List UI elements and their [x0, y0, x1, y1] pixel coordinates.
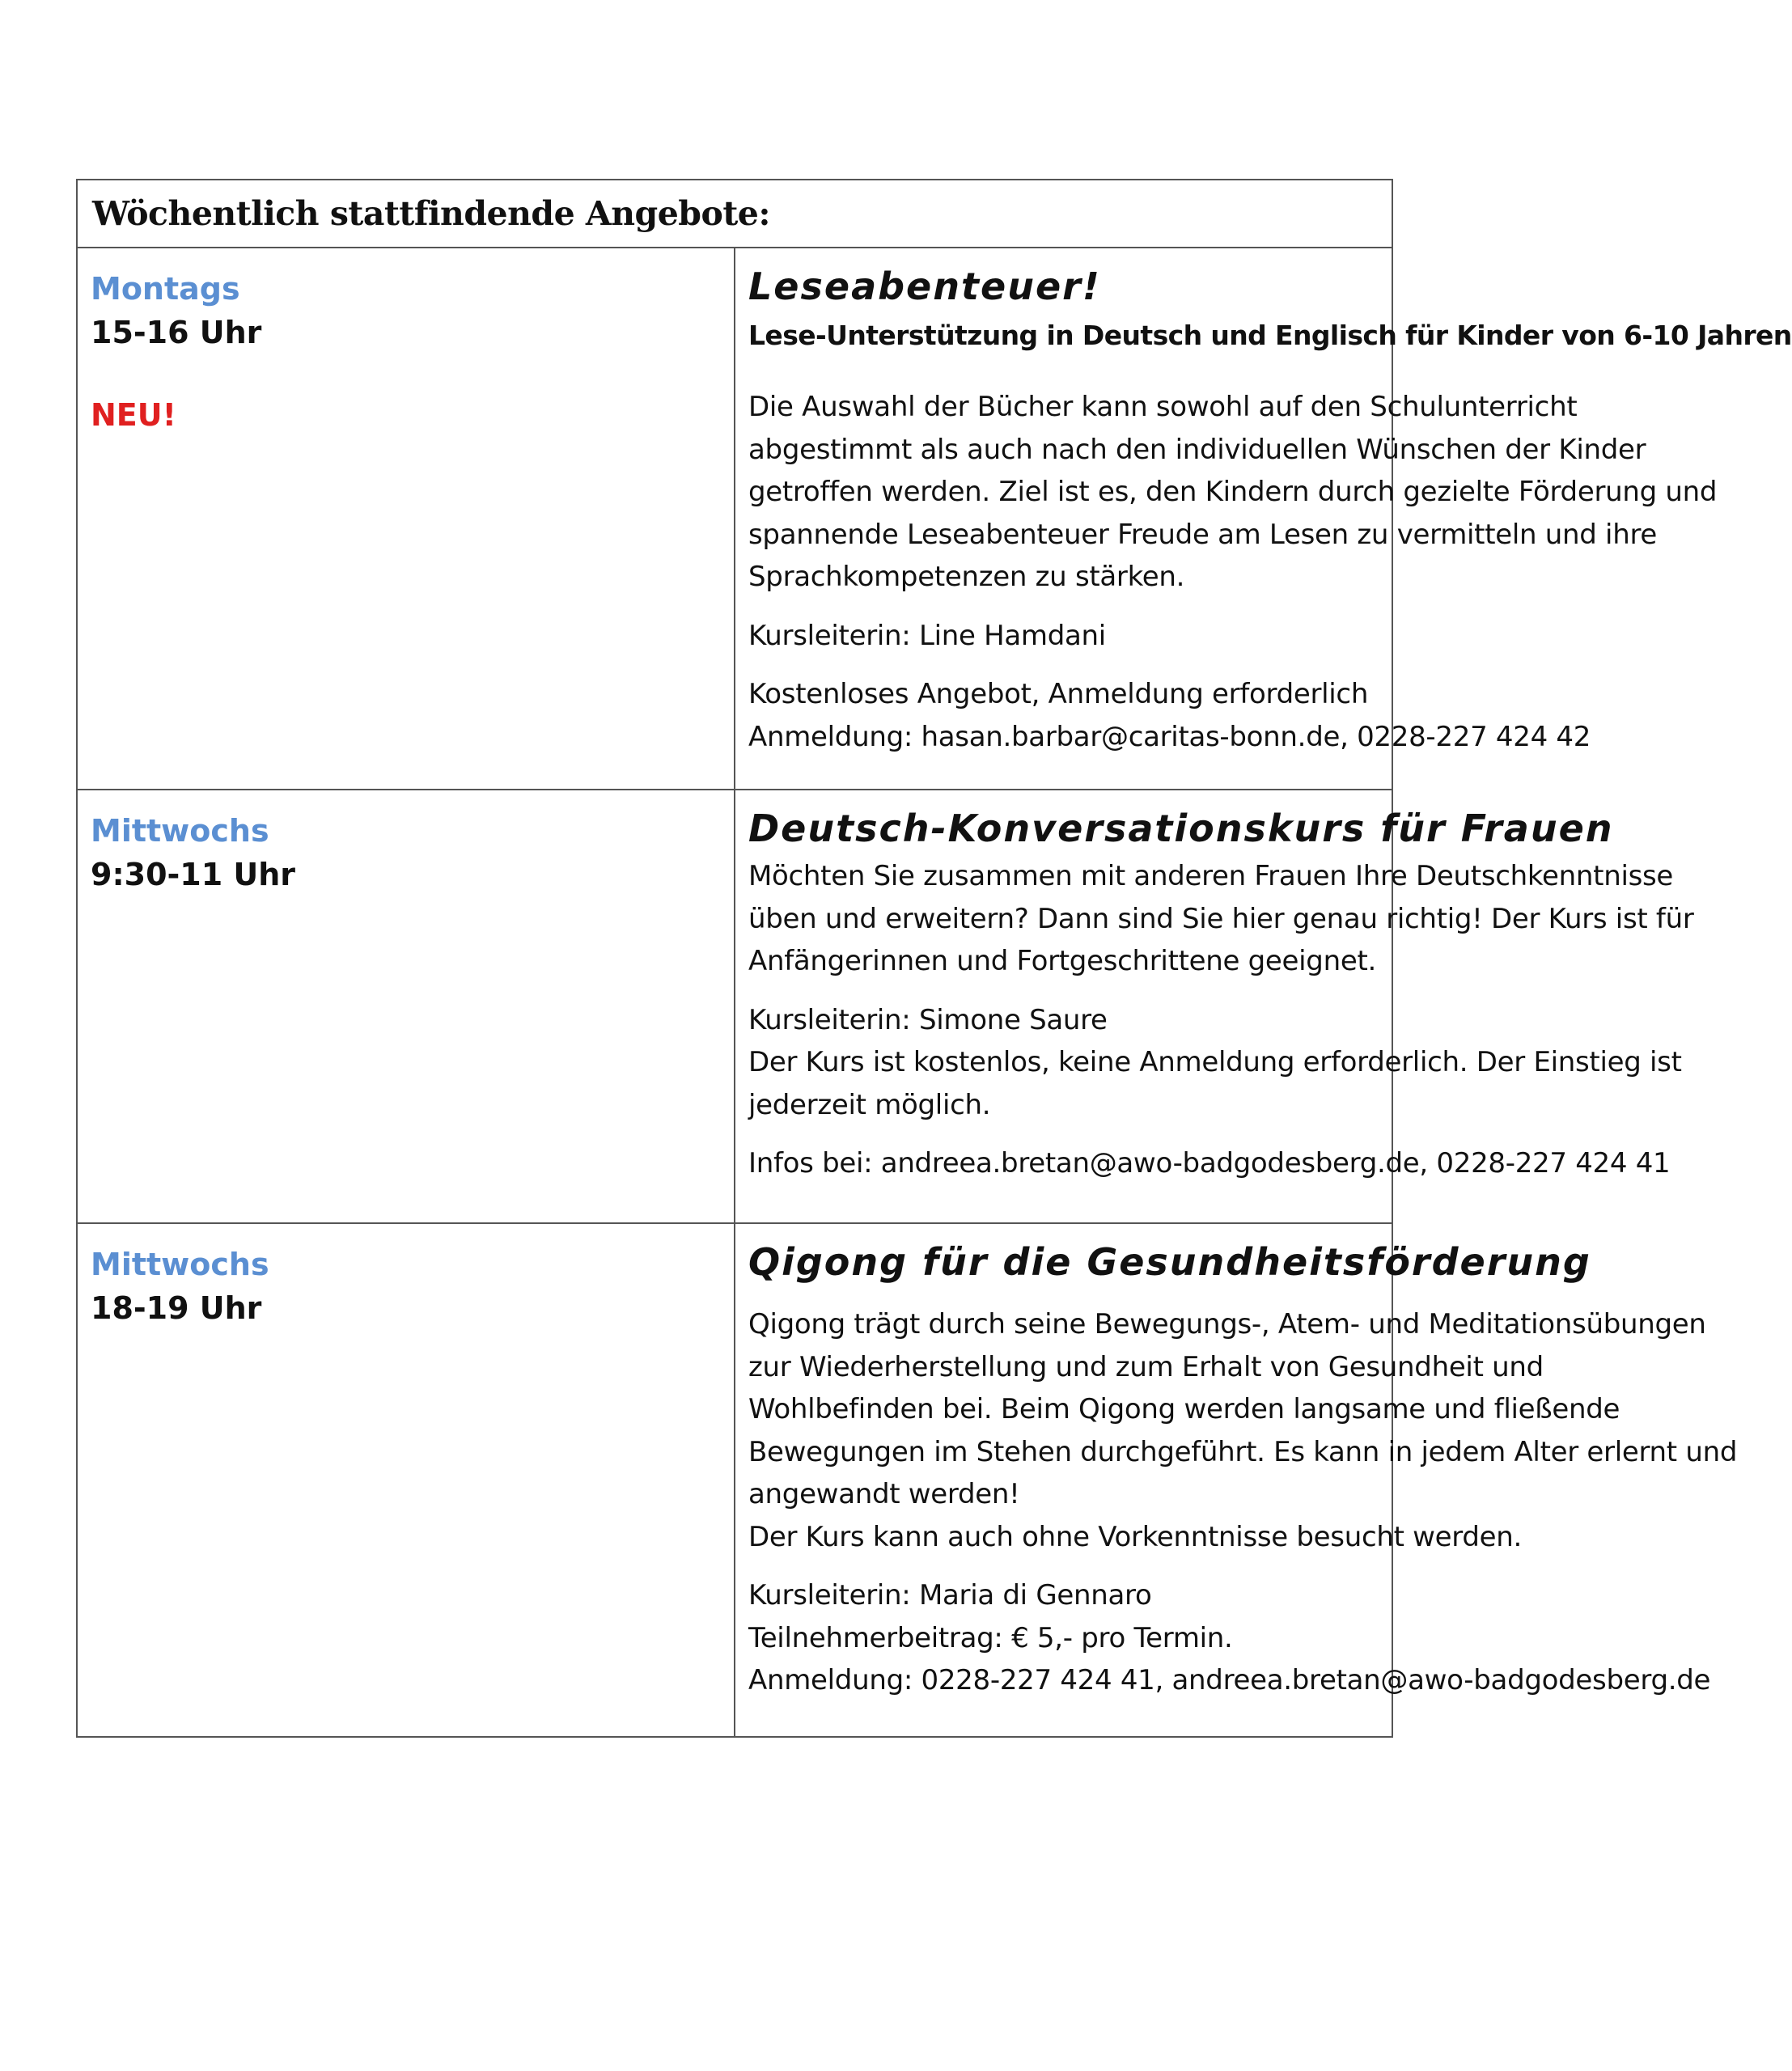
offer-title: Leseabenteuer! — [748, 265, 1101, 308]
offers-table — [76, 179, 1792, 1738]
offer-content-cell — [735, 790, 1694, 1223]
registration-info — [748, 673, 1591, 758]
text-line: Die Auswahl der Bücher kann sowohl auf den Schulunterricht — [748, 391, 1578, 423]
course-leader — [748, 615, 1379, 658]
contact-line: Anmeldung: 0228-227 424 41, andreea.bretan@awo-badgodesberg.de — [748, 1664, 1711, 1696]
schedule-cell — [77, 1223, 735, 1737]
text-line: Sprachkompetenzen zu stärken. — [748, 561, 1185, 593]
text-line: üben und erweitern? Dann sind Sie hier genau richtig! Der Kurs ist für — [748, 902, 1694, 935]
text-line: Der Kurs kann auch ohne Vorkenntnisse besucht werden. — [748, 1520, 1523, 1553]
offer-content-cell — [735, 1223, 1738, 1737]
text-line: zur Wiederherstellung und zum Erhalt von Gesundheit und — [748, 1350, 1544, 1383]
text-line: Anfängerinnen und Fortgeschrittene geeignet. — [748, 945, 1376, 977]
text-line: Der Kurs ist kostenlos, keine Anmeldung erforderlich. Der Einstieg ist — [748, 1046, 1682, 1078]
offer-description — [748, 386, 1718, 599]
text-line: getroffen werden. Ziel ist es, den Kindern durch gezielte Förderung und — [748, 476, 1718, 508]
table-row — [77, 248, 1392, 790]
schedule-cell — [77, 790, 735, 1223]
text-line: Qigong trägt durch seine Bewegungs-, Atem- und Meditationsübungen — [748, 1308, 1706, 1340]
table-row — [77, 1223, 1392, 1737]
weekday-label: Mittwochs — [91, 813, 269, 849]
registration-info — [748, 1142, 1671, 1185]
fee-line: Teilnehmerbeitrag: € 5,- pro Termin. — [748, 1621, 1233, 1654]
time-label: 9:30-11 Uhr — [91, 857, 296, 892]
offer-description — [748, 855, 1694, 983]
weekday-label: Montags — [91, 271, 240, 307]
text-line: spannende Leseabenteuer Freude am Lesen zu vermitteln und ihre — [748, 518, 1657, 551]
text-line: Wohlbefinden bei. Beim Qigong werden langsame und fließende — [748, 1393, 1620, 1425]
text-line: Möchten Sie zusammen mit anderen Frauen Ihre Deutschkenntnisse — [748, 860, 1674, 892]
table-header-row — [77, 180, 1392, 248]
course-leader — [748, 999, 1682, 1127]
time-label: 18-19 Uhr — [91, 1290, 262, 1326]
offer-subtitle: Lese-Unterstützung in Deutsch und Englisch für Kinder von 6-10 Jahren — [748, 320, 1792, 351]
offer-title: Deutsch-Konversationskurs für Frauen — [748, 807, 1614, 850]
table-row — [77, 790, 1392, 1223]
text-line: Kostenloses Angebot, Anmeldung erforderlich — [748, 678, 1369, 710]
new-badge: NEU! — [91, 397, 176, 433]
text-line: Bewegungen im Stehen durchgeführt. Es kann in jedem Alter erlernt und — [748, 1435, 1738, 1468]
registration-info — [748, 1574, 1711, 1702]
weekday-label: Mittwochs — [91, 1247, 269, 1282]
contact-line: Anmeldung: hasan.barbar@caritas-bonn.de, 0228-227 424 42 — [748, 720, 1591, 753]
contact-line: Infos bei: andreea.bretan@awo-badgodesberg.de, 0228-227 424 41 — [748, 1147, 1671, 1179]
schedule-cell — [77, 248, 735, 790]
text-line: Kursleiterin: Simone Saure — [748, 1003, 1108, 1036]
text-line: abgestimmt als auch nach den individuellen Wünschen der Kinder — [748, 433, 1646, 466]
course-leader: Kursleiterin: Maria di Gennaro — [748, 1579, 1152, 1611]
time-label: 15-16 Uhr — [91, 315, 262, 350]
page-title: Wöchentlich stattfindende Angebote: — [92, 194, 770, 233]
text-line: jederzeit möglich. — [748, 1088, 991, 1121]
text-line: angewandt werden! — [748, 1478, 1020, 1510]
offer-description — [748, 1303, 1738, 1558]
text-line: Kursleiterin: Line Hamdani — [748, 619, 1106, 652]
offer-content-cell — [735, 248, 1792, 790]
table-header-cell — [77, 180, 1392, 248]
offer-title: Qigong für die Gesundheitsförderung — [748, 1240, 1591, 1284]
